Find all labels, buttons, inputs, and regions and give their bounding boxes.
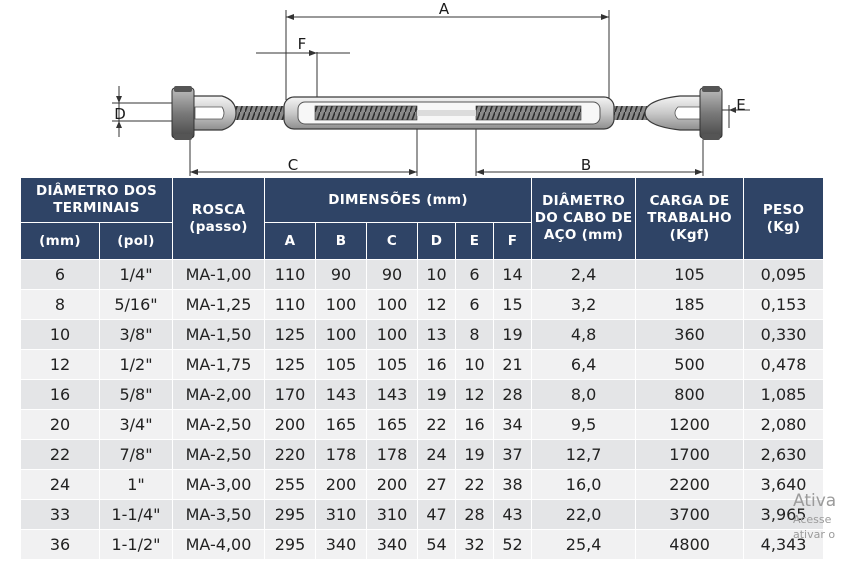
- cell: 105: [316, 350, 367, 380]
- cell: 10: [21, 320, 100, 350]
- spec-table: [20, 177, 824, 560]
- cell: 1,085: [744, 380, 824, 410]
- cell: 4,8: [532, 320, 636, 350]
- header-peso: PESO (Kg): [744, 178, 824, 260]
- cell: 0,095: [744, 260, 824, 290]
- header-mm: (mm): [21, 223, 100, 260]
- header-diam-cabo: DIÂMETRO DO CABO DE AÇO (mm): [532, 178, 636, 260]
- cell: 0,478: [744, 350, 824, 380]
- header-dim-f: F: [494, 223, 532, 260]
- cell: 16: [21, 380, 100, 410]
- label-f: F: [297, 35, 307, 53]
- watermark-line-1: Acesse: [793, 513, 832, 526]
- cell: 19: [456, 440, 494, 470]
- cell: 52: [494, 530, 532, 560]
- watermark-title: Ativa: [793, 491, 837, 511]
- cell: 25,4: [532, 530, 636, 560]
- cell: 6,4: [532, 350, 636, 380]
- cell: 12: [456, 380, 494, 410]
- left-threaded-rod: [232, 106, 288, 120]
- turnbuckle-body: [284, 97, 614, 129]
- table-row: [21, 350, 824, 380]
- header-passo-label: (passo): [189, 218, 248, 235]
- cell: 38: [494, 470, 532, 500]
- cell: 1-1/2": [100, 530, 173, 560]
- cell: 8: [456, 320, 494, 350]
- cell: 19: [418, 380, 456, 410]
- cell: 2,630: [744, 440, 824, 470]
- table-row: [21, 500, 824, 530]
- cell: 200: [367, 470, 418, 500]
- cell: 37: [494, 440, 532, 470]
- cell: 3,2: [532, 290, 636, 320]
- cell: 43: [494, 500, 532, 530]
- table-row: [21, 290, 824, 320]
- cell: 22: [418, 410, 456, 440]
- cell: 360: [636, 320, 744, 350]
- header-rosca-label: ROSCA: [191, 201, 246, 218]
- cell: 0,330: [744, 320, 824, 350]
- cell: 6: [21, 260, 100, 290]
- label-b: B: [580, 156, 592, 174]
- cell: 178: [316, 440, 367, 470]
- table-row: [21, 260, 824, 290]
- cell: MA-2,50: [173, 440, 265, 470]
- cell: MA-3,50: [173, 500, 265, 530]
- cell: 28: [456, 500, 494, 530]
- cell: 2,080: [744, 410, 824, 440]
- cell: 295: [265, 530, 316, 560]
- cell: 1/4": [100, 260, 173, 290]
- cell: 3/8": [100, 320, 173, 350]
- label-c: C: [287, 156, 299, 174]
- cell: 3,640: [744, 470, 824, 500]
- cell: 1": [100, 470, 173, 500]
- header-dim-c: C: [367, 223, 418, 260]
- cell: MA-2,00: [173, 380, 265, 410]
- cell: 54: [418, 530, 456, 560]
- cell: 8,0: [532, 380, 636, 410]
- cell: 33: [21, 500, 100, 530]
- cell: 4800: [636, 530, 744, 560]
- cell: 22: [21, 440, 100, 470]
- cell: 4,343: [744, 530, 824, 560]
- cell: 100: [367, 320, 418, 350]
- cell: 143: [316, 380, 367, 410]
- table-row: [21, 470, 824, 500]
- cell: 178: [367, 440, 418, 470]
- turnbuckle-drawing: [0, 0, 841, 178]
- cell: MA-1,00: [173, 260, 265, 290]
- cell: 0,153: [744, 290, 824, 320]
- cell: 100: [316, 320, 367, 350]
- cell: 5/8": [100, 380, 173, 410]
- cell: 10: [456, 350, 494, 380]
- cell: 200: [265, 410, 316, 440]
- cell: 143: [367, 380, 418, 410]
- cell: 310: [316, 500, 367, 530]
- cell: 22: [456, 470, 494, 500]
- header-dim-a: A: [265, 223, 316, 260]
- cell: 220: [265, 440, 316, 470]
- cell: 90: [367, 260, 418, 290]
- cell: 255: [265, 470, 316, 500]
- cell: 165: [316, 410, 367, 440]
- cell: 295: [265, 500, 316, 530]
- cell: 105: [367, 350, 418, 380]
- left-fork-terminal: [172, 86, 236, 140]
- cell: 15: [494, 290, 532, 320]
- cell: 16: [418, 350, 456, 380]
- right-fork-terminal: [645, 86, 722, 140]
- header-dim-b: B: [316, 223, 367, 260]
- cell: 500: [636, 350, 744, 380]
- header-dim-d: D: [418, 223, 456, 260]
- cell: 34: [494, 410, 532, 440]
- cell: 16,0: [532, 470, 636, 500]
- cell: 27: [418, 470, 456, 500]
- cell: 105: [636, 260, 744, 290]
- cell: 21: [494, 350, 532, 380]
- cell: 2200: [636, 470, 744, 500]
- cell: 32: [456, 530, 494, 560]
- cell: 10: [418, 260, 456, 290]
- label-a: A: [438, 0, 450, 18]
- cell: 12: [418, 290, 456, 320]
- cell: 100: [316, 290, 367, 320]
- cell: 12: [21, 350, 100, 380]
- cell: 110: [265, 260, 316, 290]
- header-pol: (pol): [100, 223, 173, 260]
- cell: MA-4,00: [173, 530, 265, 560]
- cell: 19: [494, 320, 532, 350]
- cell: 800: [636, 380, 744, 410]
- cell: MA-3,00: [173, 470, 265, 500]
- header-dim-e: E: [456, 223, 494, 260]
- cell: 185: [636, 290, 744, 320]
- cell: 13: [418, 320, 456, 350]
- cell: 24: [21, 470, 100, 500]
- cell: 22,0: [532, 500, 636, 530]
- cell: 1/2": [100, 350, 173, 380]
- table-row: [21, 380, 824, 410]
- activation-watermark: [793, 490, 841, 550]
- cell: 90: [316, 260, 367, 290]
- cell: 47: [418, 500, 456, 530]
- cell: 3,965: [744, 500, 824, 530]
- cell: 3/4": [100, 410, 173, 440]
- table-row: [21, 440, 824, 470]
- cell: 14: [494, 260, 532, 290]
- cell: MA-1,50: [173, 320, 265, 350]
- cell: 165: [367, 410, 418, 440]
- cell: 310: [367, 500, 418, 530]
- cell: 36: [21, 530, 100, 560]
- cell: 200: [316, 470, 367, 500]
- header-carga: CARGA DE TRABALHO (Kgf): [636, 178, 744, 260]
- header-rosca: [173, 178, 265, 260]
- cell: 110: [265, 290, 316, 320]
- watermark-line-2: ativar o: [793, 528, 836, 541]
- cell: 16: [456, 410, 494, 440]
- cell: 1200: [636, 410, 744, 440]
- cell: 170: [265, 380, 316, 410]
- cell: 20: [21, 410, 100, 440]
- table-row: [21, 410, 824, 440]
- cell: 100: [367, 290, 418, 320]
- cell: 340: [367, 530, 418, 560]
- cell: 6: [456, 290, 494, 320]
- header-dimensoes: DIMENSÕES (mm): [265, 178, 532, 223]
- cell: MA-2,50: [173, 410, 265, 440]
- cell: 1-1/4": [100, 500, 173, 530]
- cell: MA-1,25: [173, 290, 265, 320]
- cell: 9,5: [532, 410, 636, 440]
- cell: 2,4: [532, 260, 636, 290]
- cell: 125: [265, 320, 316, 350]
- cell: 6: [456, 260, 494, 290]
- label-d: D: [114, 105, 126, 123]
- table-row: [21, 320, 824, 350]
- label-e: E: [736, 96, 746, 114]
- cell: 125: [265, 350, 316, 380]
- cell: 24: [418, 440, 456, 470]
- cell: 1700: [636, 440, 744, 470]
- cell: 340: [316, 530, 367, 560]
- cell: 12,7: [532, 440, 636, 470]
- header-row-1: [21, 178, 824, 223]
- dimension-arrows: [116, 14, 736, 175]
- cell: 8: [21, 290, 100, 320]
- header-diam-terminais: DIÂMETRO DOS TERMINAIS: [21, 178, 173, 223]
- table-row: [21, 530, 824, 560]
- cell: 5/16": [100, 290, 173, 320]
- cell: 3700: [636, 500, 744, 530]
- cell: 28: [494, 380, 532, 410]
- cell: MA-1,75: [173, 350, 265, 380]
- cell: 7/8": [100, 440, 173, 470]
- dimension-lines: [112, 10, 750, 176]
